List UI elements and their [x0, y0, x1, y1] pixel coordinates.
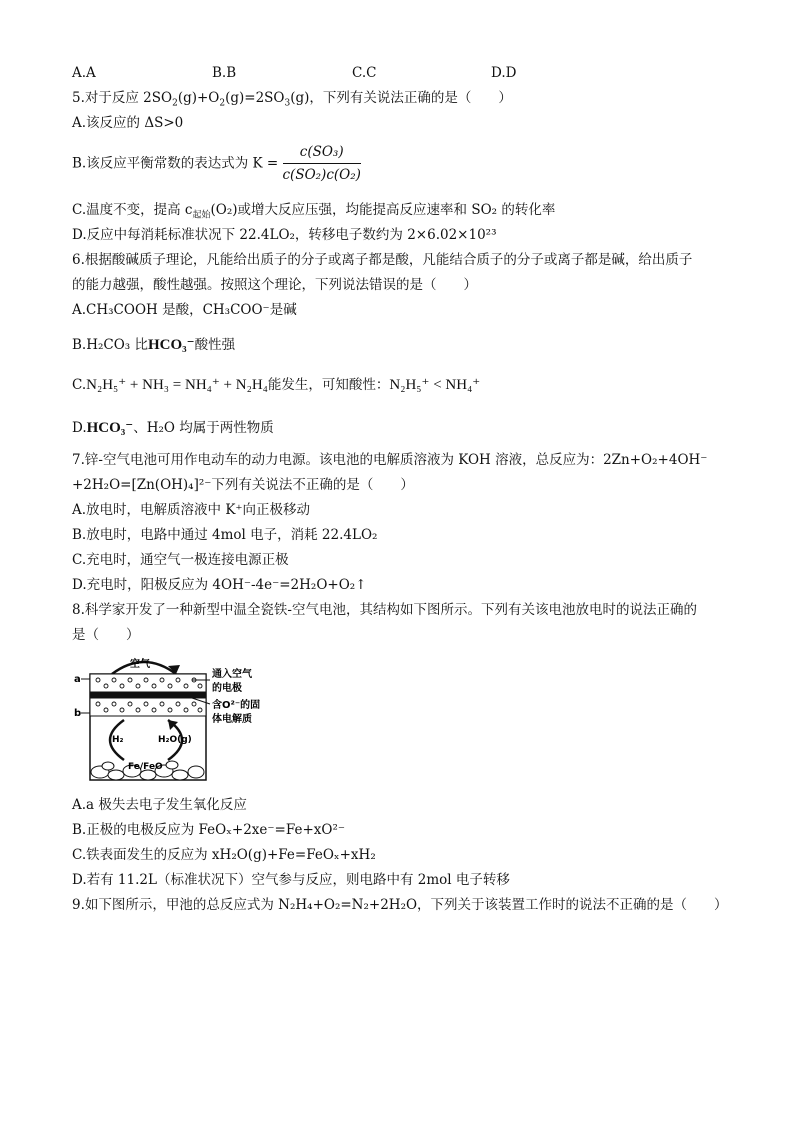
q5-stem: 5.对于反应 $2SO_2(g)+O_2(g)=2SO_3(g)$，下列有关说法正确的是（ ） — [72, 90, 512, 109]
q8-option-c: C.铁表面发生的反应为 xH₂O(g)+Fe=FeOₓ+xH₂ — [72, 847, 376, 863]
fraction-numerator: c(SO₃) — [283, 142, 361, 164]
electrolyte-label-line2: 体电解质 — [212, 714, 252, 725]
q8-stem-line1: 8.科学家开发了一种新型中温全瓷铁-空气电池，其结构如下图所示。下列有关该电池放电时的说法正确的 — [72, 602, 697, 618]
h2-label: H₂ — [112, 735, 124, 745]
air-electrode-label-line1: 通入空气 — [212, 669, 252, 680]
air-electrode-label-line2: 的电极 — [212, 683, 242, 694]
q4-option-b: B.B — [212, 65, 237, 81]
q6-option-a: A.CH₃COOH 是酸，CH₃COO⁻是碱 — [72, 302, 297, 318]
q7-stem-line2: +2H₂O=[Zn(OH)₄]²⁻下列有关说法不正确的是（ ） — [72, 477, 414, 493]
q8-option-a: A.a 极失去电子发生氧化反应 — [72, 797, 247, 813]
fe-feo-label: Fe/FeO — [128, 762, 163, 772]
solid-electrolyte — [90, 692, 206, 698]
q5-option-b: B.该反应平衡常数的表达式为 K = $\frac{\text{c(SO₃)}}{\text{c(SO₂)c(O₂)}}$ — [72, 144, 361, 183]
h2o-label: H₂O(g) — [158, 735, 192, 745]
q5-option-c: C.温度不变，提高 $c_{起始}(O_2)$或增大反应压强，均能提高反应速率和 SO₂ 的转化率 — [72, 202, 556, 221]
q5-option-a: A.该反应的 ΔS>0 — [72, 115, 184, 131]
equilibrium-constant-fraction — [283, 142, 361, 185]
electrolyte-label-line1: 含O²⁻的固 — [212, 700, 261, 711]
q8-stem-line2: 是（ ） — [72, 627, 140, 643]
q9-stem: 9.如下图所示，甲池的总反应式为 N₂H₄+O₂=N₂+2H₂O，下列关于该装置工作时的说法不正确的是（ ） — [72, 897, 728, 913]
q6-option-b: B.H₂CO₃ 比HCO₃⁻酸性强 — [72, 337, 236, 353]
q6-stem-line2: 的能力越强，酸性越强。按照这个理论，下列说法错误的是（ ） — [72, 277, 477, 293]
q5-option-d: D.反应中每消耗标准状况下 22.4LO₂，转移电子数约为 2×6.02×10²³ — [72, 227, 497, 243]
q8-option-b: B.正极的电极反应为 FeOₓ+2xe⁻=Fe+xO²⁻ — [72, 822, 345, 838]
air-label: 空气 — [130, 659, 150, 670]
q8-option-d: D.若有 11.2L（标准状况下）空气参与反应，则电路中有 2mol 电子转移 — [72, 872, 510, 888]
electrode-b-label: b — [74, 708, 82, 719]
electrode-a-label: a — [74, 674, 81, 685]
q7-option-b: B.放电时，电路中通过 4mol 电子，消耗 22.4LO₂ — [72, 527, 378, 543]
q7-option-c: C.充电时，通空气一极连接电源正极 — [72, 552, 289, 568]
q7-option-a: A.放电时，电解质溶液中 K⁺向正极移动 — [72, 502, 311, 518]
q4-option-d: D.D — [491, 65, 517, 81]
q6-stem-line1: 6.根据酸碱质子理论，凡能给出质子的分子或离子都是酸，凡能结合质子的分子或离子都是碱，给出质子 — [72, 252, 693, 268]
q4-option-c: C.C — [352, 65, 377, 81]
iron-air-battery-diagram — [72, 652, 272, 786]
fraction-denominator: c(SO₂)c(O₂) — [282, 167, 361, 183]
q6-option-d: D.HCO₃⁻、H₂O 均属于两性物质 — [72, 420, 274, 436]
q4-option-a: A.A — [72, 65, 96, 81]
q7-stem-line1: 7.锌-空气电池可用作电动车的动力电源。该电池的电解质溶液为 KOH 溶液，总反应为：2Zn+O₂+4OH⁻ — [72, 452, 708, 468]
q7-option-d: D.充电时，阳极反应为 4OH⁻-4e⁻=2H₂O+O₂↑ — [72, 577, 367, 593]
q6-option-c: C.N₂H₅⁺ + NH₃ = NH₄⁺ + N₂H₄能发生，可知酸性：N₂H₅⁺ < NH₄⁺ — [72, 377, 481, 393]
